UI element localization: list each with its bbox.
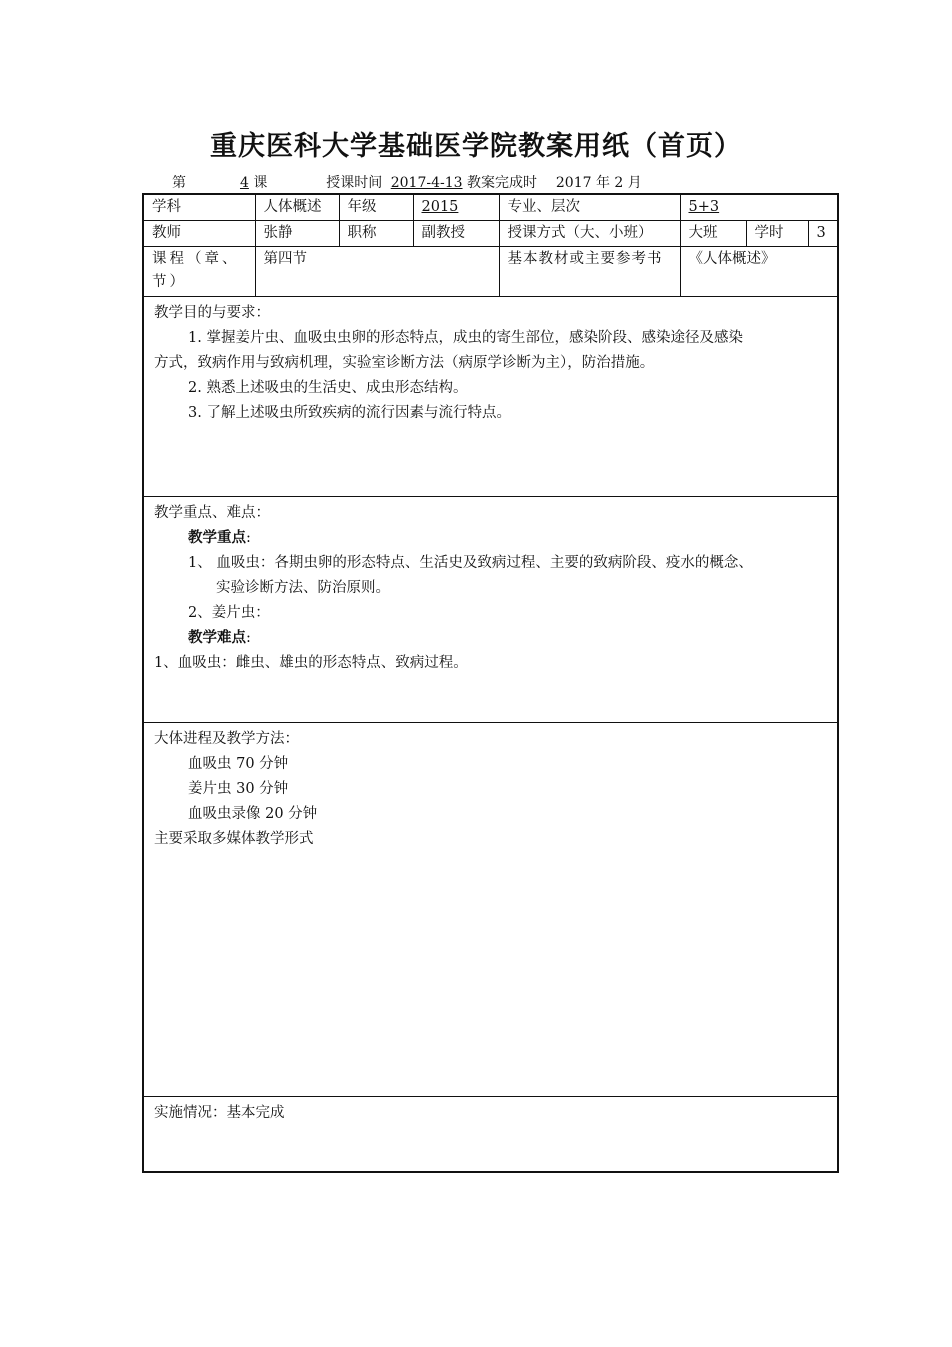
textbook-label: 基本教材或主要参考书 xyxy=(499,247,680,297)
mode-value: 大班 xyxy=(680,221,746,247)
difficulty-colon: : xyxy=(246,630,251,646)
objective-1b: 方式，致病作用与致病机理，实验室诊断方法（病原学诊断为主），防治措施。 xyxy=(154,355,655,371)
row-subject xyxy=(143,194,838,221)
row-objectives xyxy=(143,297,838,497)
row-teacher xyxy=(143,221,838,247)
lesson-plan-table xyxy=(142,193,839,1173)
process-heading: 大体进程及教学方法： xyxy=(154,731,299,747)
teach-time: 2017-4-13 xyxy=(390,175,463,191)
complete-label: 教案完成时 xyxy=(466,175,537,191)
lesson-suffix: 课 xyxy=(253,175,268,191)
lesson-number: 4 xyxy=(239,175,249,191)
difficulty-1: 1、血吸虫：雌虫、雄虫的形态特点、致病过程。 xyxy=(154,655,468,671)
page-title: 重庆医科大学基础医学院教案用纸（首页） xyxy=(210,131,742,162)
lesson-info-line xyxy=(172,172,642,192)
teach-time-label: 授课时间 xyxy=(326,175,383,191)
difficulty-label: 教学难点 xyxy=(188,630,246,646)
mode-label: 授课方式（大、小班） xyxy=(499,221,680,247)
hours-label: 学时 xyxy=(746,221,808,247)
row-course xyxy=(143,247,838,297)
subject-label: 学科 xyxy=(143,194,255,221)
teacher-value: 张静 xyxy=(255,221,339,247)
key-point-1b: 实验诊断方法、防治原则。 xyxy=(216,580,390,596)
lesson-prefix: 第 xyxy=(172,175,186,191)
grade-label: 年级 xyxy=(339,194,413,221)
teacher-label: 教师 xyxy=(143,221,255,247)
title-label: 职称 xyxy=(339,221,413,247)
process-step-3: 血吸虫录像 20 分钟 xyxy=(188,806,318,822)
course-value: 第四节 xyxy=(255,247,499,297)
key-point-2: 2、姜片虫： xyxy=(188,605,270,621)
textbook-value: 《人体概述》 xyxy=(680,247,838,297)
key-point-1a: 1、 血吸虫：各期虫卵的形态特点、生活史及致病过程、主要的致病阶段、疫水的概念、 xyxy=(188,555,753,571)
grade-value: 2015 xyxy=(413,194,499,221)
process-method: 主要采取多媒体教学形式 xyxy=(154,831,314,847)
objective-2: 2. 熟悉上述吸虫的生活史、成虫形态结构。 xyxy=(188,380,468,396)
implementation-text: 实施情况：基本完成 xyxy=(143,1097,838,1172)
key-points-heading: 教学重点、难点： xyxy=(154,505,270,521)
major-value: 5+3 xyxy=(680,194,838,221)
key-colon: : xyxy=(246,530,251,546)
process-step-2: 姜片虫 30 分钟 xyxy=(188,781,289,797)
objective-1a: 1. 掌握姜片虫、血吸虫虫卵的形态特点，成虫的寄生部位，感染阶段、感染途径及感染 xyxy=(188,330,743,346)
row-key-points xyxy=(143,497,838,723)
complete-time: 2017 年 2 月 xyxy=(555,175,642,191)
objective-3: 3. 了解上述吸虫所致疾病的流行因素与流行特点。 xyxy=(188,405,511,421)
row-process xyxy=(143,723,838,1097)
hours-value: 3 xyxy=(808,221,838,247)
row-implementation xyxy=(143,1097,838,1172)
process-step-1: 血吸虫 70 分钟 xyxy=(188,756,289,772)
objectives-heading: 教学目的与要求： xyxy=(154,305,270,321)
title-value: 副教授 xyxy=(413,221,499,247)
course-label: 课程（章、节） xyxy=(143,247,255,297)
subject-value: 人体概述 xyxy=(255,194,339,221)
key-label: 教学重点 xyxy=(188,530,246,546)
major-label: 专业、层次 xyxy=(499,194,680,221)
